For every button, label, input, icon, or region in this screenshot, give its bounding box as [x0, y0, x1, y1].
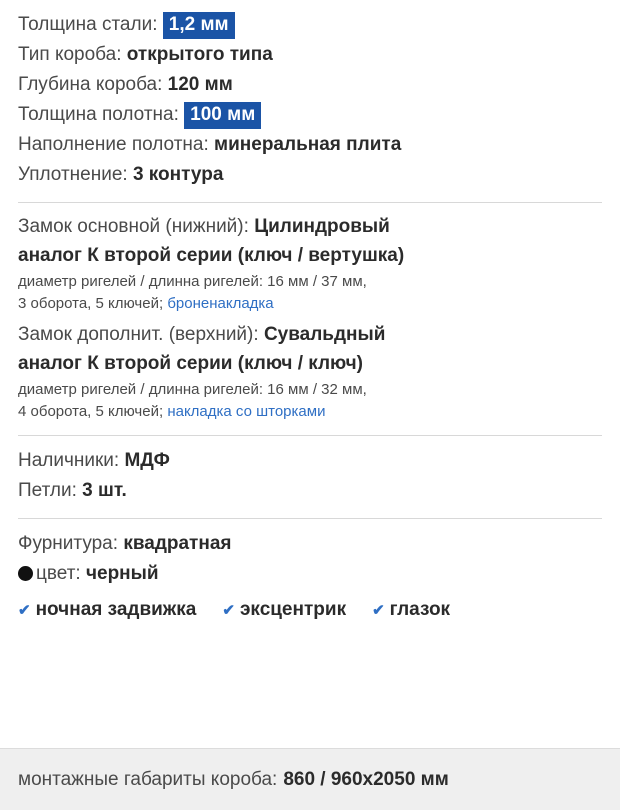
spec-value: 3 контура [132, 164, 224, 185]
option-peephole[interactable] [372, 597, 450, 623]
spec-row-frame-type [18, 40, 602, 70]
lock-series: аналог К второй серии (ключ / вертушка) [18, 245, 405, 266]
option-eccentric[interactable] [222, 597, 346, 623]
lock-detail-link[interactable]: броненакладка [167, 295, 274, 312]
spec-value: 3 шт. [82, 480, 127, 501]
spec-label: Толщина стали: [18, 14, 158, 35]
divider-after-trim [18, 518, 602, 519]
spec-label: Тип короба: [18, 44, 122, 65]
option-label: ночная задвижка [35, 599, 197, 620]
spec-label: Наполнение полотна: [18, 134, 209, 155]
spec-row-hinges [18, 476, 602, 506]
spec-value: квадратная [123, 533, 232, 554]
lock-detail-line2 [18, 293, 602, 315]
option-night-latch[interactable] [18, 597, 196, 623]
lock-type: Сувальдный [263, 324, 386, 345]
options-list [18, 597, 602, 623]
divider-after-locks [18, 435, 602, 436]
option-label: эксцентрик [239, 599, 347, 620]
spec-value: 120 мм [167, 74, 233, 95]
spec-value: МДФ [124, 450, 170, 471]
spec-row-leaf-filling [18, 130, 602, 160]
spec-row-casing [18, 446, 602, 476]
divider-after-specs [18, 202, 602, 203]
lock-type: Цилиндровый [254, 216, 390, 237]
lock-label: Замок дополнит. (верхний): [18, 324, 259, 345]
spec-label: Уплотнение: [18, 164, 128, 185]
lock-detail-line1: диаметр ригелей / длинна ригелей: 16 мм / 32 мм, [18, 381, 367, 398]
check-icon: ✔ [372, 601, 385, 619]
spec-value-highlighted: 1,2 мм [163, 12, 235, 39]
spec-value: открытого типа [126, 44, 273, 65]
lock-series: аналог К второй серии (ключ / ключ) [18, 353, 363, 374]
lock-detail-link[interactable]: накладка со шторками [167, 403, 326, 420]
lock-block-additional [18, 321, 602, 423]
spec-label: Фурнитура: [18, 533, 119, 554]
spec-label: Петли: [18, 480, 77, 501]
option-label: глазок [389, 599, 451, 620]
lock-block-main [18, 213, 602, 315]
spec-label: цвет: [36, 563, 81, 584]
spec-row-sealing [18, 160, 602, 190]
spec-label: Глубина короба: [18, 74, 163, 95]
footer-value: 860 / 960x2050 мм [283, 768, 449, 790]
spec-row-steel-thickness [18, 10, 602, 40]
spec-value-highlighted: 100 мм [184, 102, 261, 129]
lock-label: Замок основной (нижний): [18, 216, 249, 237]
lock-detail-prefix: 4 оборота, 5 ключей; [18, 403, 164, 420]
lock-title [18, 321, 602, 349]
spec-row-leaf-thickness [18, 100, 602, 130]
check-icon: ✔ [18, 601, 31, 619]
spec-row-hardware-color [18, 559, 602, 589]
check-icon: ✔ [222, 601, 235, 619]
lock-detail-line2 [18, 401, 602, 423]
lock-detail-prefix: 3 оборота, 5 ключей; [18, 295, 164, 312]
lock-detail-line1: диаметр ригелей / длинна ригелей: 16 мм / 37 мм, [18, 273, 367, 290]
spec-label: Толщина полотна: [18, 104, 179, 125]
footer-label: монтажные габариты короба: [18, 768, 278, 790]
spec-row-hardware [18, 529, 602, 559]
spec-value: минеральная плита [214, 134, 402, 155]
footer-dimensions [0, 748, 620, 810]
color-swatch-icon [18, 566, 33, 581]
spec-label: Наличники: [18, 450, 120, 471]
lock-title [18, 213, 602, 241]
spec-row-frame-depth [18, 70, 602, 100]
spec-value: черный [85, 563, 159, 584]
